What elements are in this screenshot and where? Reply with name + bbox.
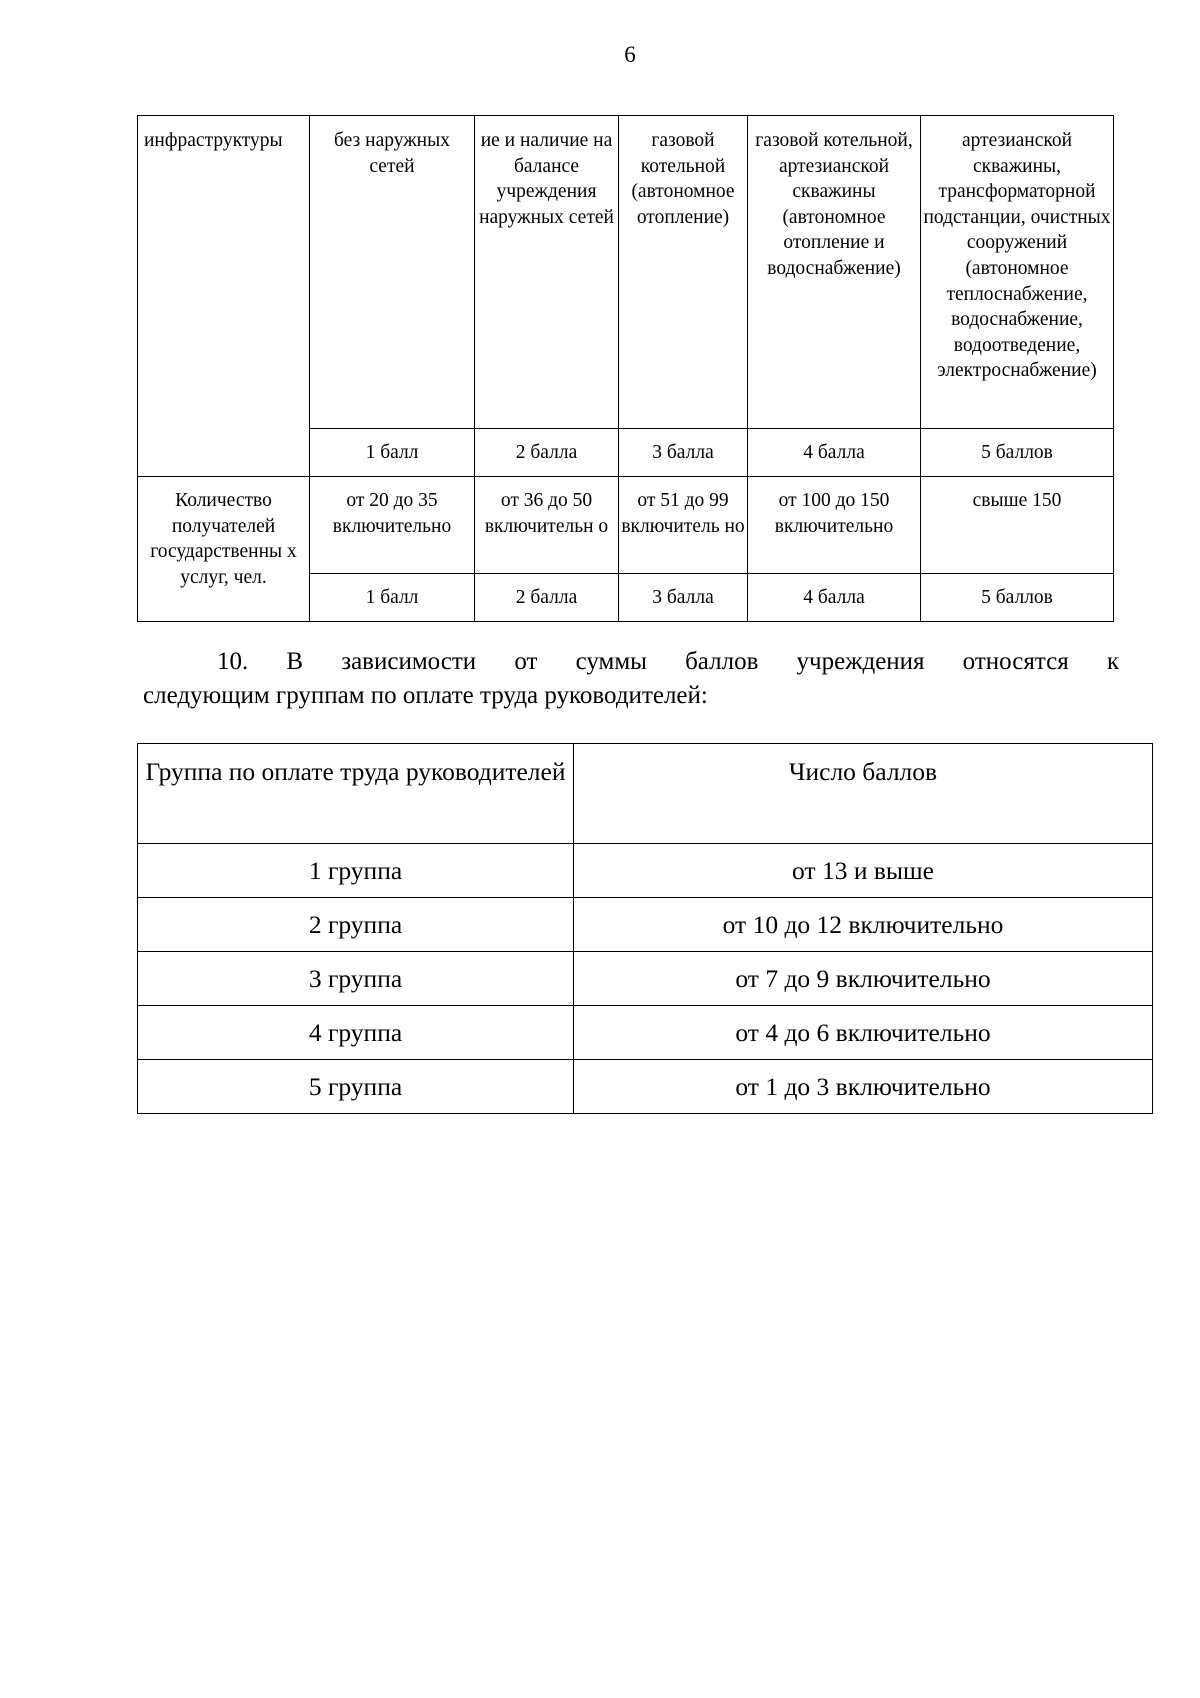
score-cell: 1 балл: [310, 574, 475, 622]
group-cell: 3 группа: [138, 952, 574, 1006]
table-row: [138, 844, 1153, 898]
criterion-cell: от 100 до 150 включительно: [748, 477, 921, 574]
table-row: [138, 477, 1114, 574]
criteria-table: [137, 115, 1114, 622]
group-cell: 1 группа: [138, 844, 574, 898]
criterion-cell: газовой котельной, артезианской скважины (автономное отопление и водоснабжение): [748, 116, 921, 429]
criterion-label: инфраструктуры: [138, 116, 310, 477]
table-row: [138, 116, 1114, 429]
table-row: [138, 898, 1153, 952]
criterion-cell: от 20 до 35 включительно: [310, 477, 475, 574]
score-cell: 5 баллов: [921, 429, 1114, 477]
score-cell: 1 балл: [310, 429, 475, 477]
table-row: [138, 1060, 1153, 1114]
points-cell: от 13 и выше: [574, 844, 1153, 898]
criterion-label: Количество получателей государственны х услуг, чел.: [138, 477, 310, 622]
header-group: Группа по оплате труда руководителей: [138, 744, 574, 844]
points-cell: от 4 до 6 включительно: [574, 1006, 1153, 1060]
score-cell: 4 балла: [748, 429, 921, 477]
score-cell: 3 балла: [619, 429, 748, 477]
criterion-cell: от 51 до 99 включитель но: [619, 477, 748, 574]
score-cell: 5 баллов: [921, 574, 1114, 622]
table-row: [138, 1006, 1153, 1060]
paragraph-line-1: 10. В зависимости от суммы баллов учреждения относятся к: [217, 648, 1119, 675]
criterion-cell: газовой котельной (автономное отопление): [619, 116, 748, 429]
group-cell: 4 группа: [138, 1006, 574, 1060]
score-cell: 2 балла: [475, 574, 619, 622]
criterion-cell: артезианской скважины, трансформаторной подстанции, очистных сооружений (автономное теплоснабжение, водоснабжение, водоотведение, электроснабжение): [921, 116, 1114, 429]
criterion-cell: без наружных сетей: [310, 116, 475, 429]
groups-table: [137, 743, 1153, 1114]
page-number: 6: [624, 42, 636, 67]
table-row: [138, 952, 1153, 1006]
header-points: Число баллов: [574, 744, 1153, 844]
points-cell: от 1 до 3 включительно: [574, 1060, 1153, 1114]
paragraph-10: [143, 645, 1119, 713]
score-cell: 2 балла: [475, 429, 619, 477]
table-header-row: [138, 744, 1153, 844]
points-cell: от 10 до 12 включительно: [574, 898, 1153, 952]
paragraph-line-2: следующим группам по оплате труда руководителей:: [143, 682, 708, 709]
score-cell: 3 балла: [619, 574, 748, 622]
criterion-cell: свыше 150: [921, 477, 1114, 574]
group-cell: 2 группа: [138, 898, 574, 952]
score-cell: 4 балла: [748, 574, 921, 622]
criterion-cell: ие и наличие на балансе учреждения наружных сетей: [475, 116, 619, 429]
group-cell: 5 группа: [138, 1060, 574, 1114]
criterion-cell: от 36 до 50 включительн о: [475, 477, 619, 574]
points-cell: от 7 до 9 включительно: [574, 952, 1153, 1006]
